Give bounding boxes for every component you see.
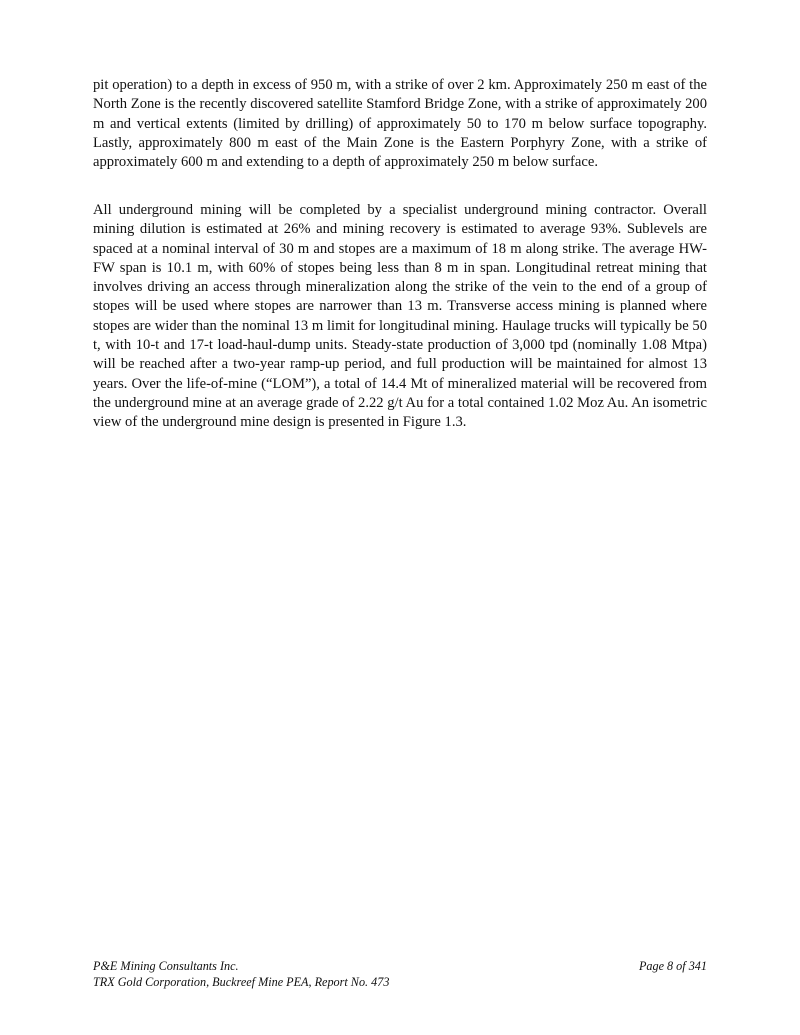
page-footer <box>93 958 707 990</box>
footer-company: P&E Mining Consultants Inc. <box>93 959 239 973</box>
footer-top-row <box>93 958 707 974</box>
footer-page-number: Page 8 of 341 <box>638 959 707 973</box>
paragraph-zones: pit operation) to a depth in excess of 950 m, with a strike of over 2 km. Approximately 250 m east of the North Zone is the recently discovered satellite Stamford Bridge Zone, with a strike of approximately 200 m and vertical extents (limited by drilling) of approximately 50 to 170 m below surface topography. Lastly, approximately 800 m east of the Main Zone is the Eastern Porphyry Zone, with a strike of approximately 600 m and extending to a depth of approximately 250 m below surface. <box>93 77 707 171</box>
paragraph-underground-mining: All underground mining will be completed by a specialist underground mining contractor. Overall mining dilution is estimated at 26% and mining recovery is estimated to average 93%. Sublevels are spaced at a nominal interval of 30 m and stopes are a maximum of 18 m along strike. The average HW-FW span is 10.1 m, with 60% of stopes being less than 8 m in span. Longitudinal retreat mining that involves driving an access through mineralization along the strike of the vein to the end of a group of stopes will be used where stopes are narrower than 13 m. Transverse access mining is planned where stopes are wider than the nominal 13 m limit for longitudinal mining. Haulage trucks will typically be 50 t, with 10-t and 17-t load-haul-dump units. Steady-state production of 3,000 tpd (nominally 1.08 Mtpa) will be reached after a two-year ramp-up period, and full production will be maintained for almost 13 years. Over the life-of-mine (“LOM”), a total of 14.4 Mt of mineralized material will be recovered from the underground mine at an average grade of 2.22 g/t Au for a total contained 1.02 Moz Au. An isometric view of the underground mine design is presented in Figure 1.3. <box>93 202 707 431</box>
footer-report-title: TRX Gold Corporation, Buckreef Mine PEA, Report No. 473 <box>93 975 390 989</box>
